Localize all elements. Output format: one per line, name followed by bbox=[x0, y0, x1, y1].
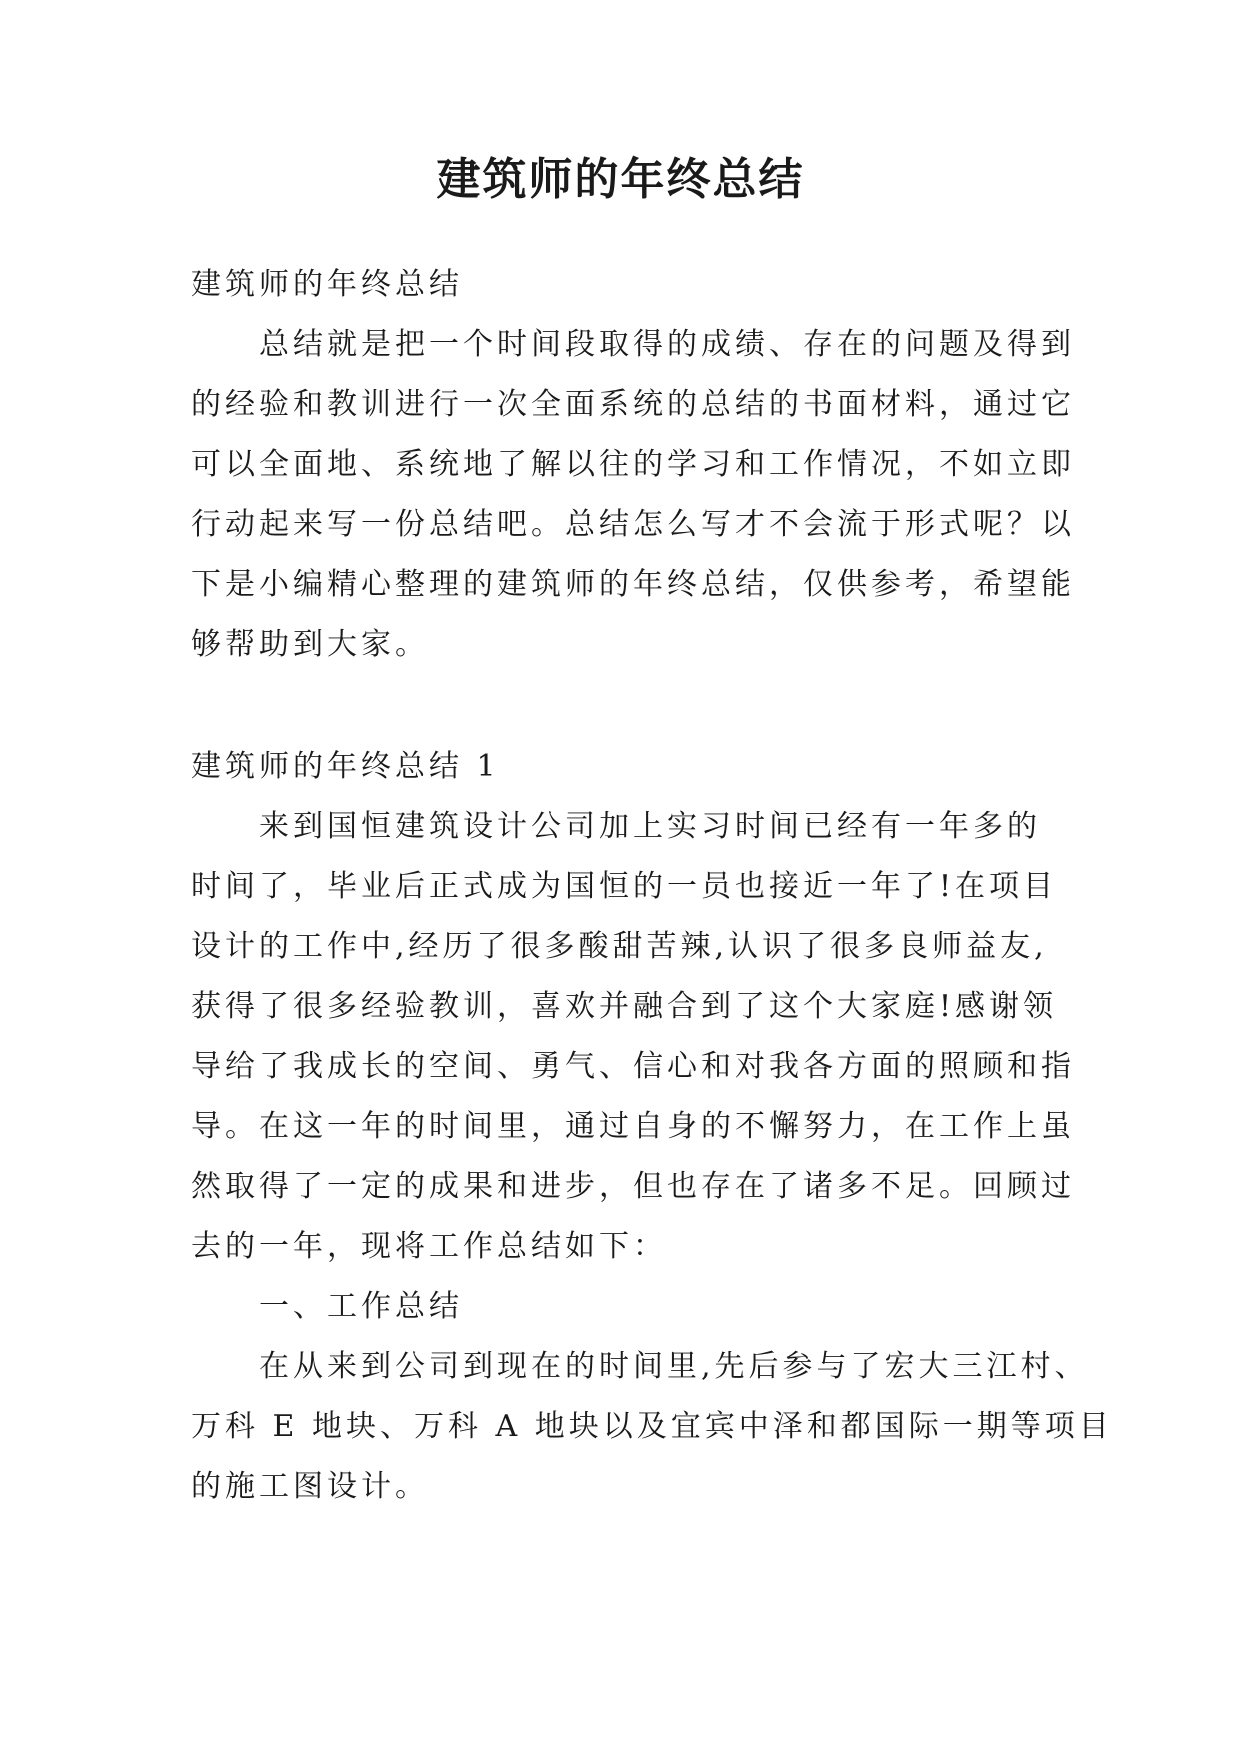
work-line: 万科 E 地块、万科 A 地块以及宜宾中泽和都国际一期等项目 bbox=[191, 1409, 1113, 1444]
subheading: 一、工作总结 bbox=[259, 1289, 463, 1324]
intro-line: 行动起来写一份总结吧。总结怎么写才不会流于形式呢？以 bbox=[191, 507, 1075, 542]
work-line: 的施工图设计。 bbox=[191, 1469, 429, 1504]
section-line: 去的一年，现将工作总结如下： bbox=[191, 1229, 667, 1264]
intro-line: 总结就是把一个时间段取得的成绩、存在的问题及得到 bbox=[259, 327, 1075, 362]
intro-line: 的经验和教训进行一次全面系统的总结的书面材料，通过它 bbox=[191, 387, 1075, 422]
intro-heading: 建筑师的年终总结 bbox=[191, 267, 463, 302]
section-line: 然取得了一定的成果和进步，但也存在了诸多不足。回顾过 bbox=[191, 1169, 1075, 1204]
section-line: 设计的工作中,经历了很多酸甜苦辣,认识了很多良师益友, bbox=[191, 929, 1048, 964]
intro-section bbox=[191, 255, 1075, 675]
section-line: 时间了，毕业后正式成为国恒的一员也接近一年了!在项目 bbox=[191, 869, 1058, 904]
section-line: 获得了很多经验教训，喜欢并融合到了这个大家庭!感谢领 bbox=[191, 989, 1058, 1024]
section-line: 导给了我成长的空间、勇气、信心和对我各方面的照顾和指 bbox=[191, 1049, 1075, 1084]
section-heading: 建筑师的年终总结 1 bbox=[191, 749, 500, 784]
section-1 bbox=[191, 737, 1113, 1517]
intro-line: 下是小编精心整理的建筑师的年终总结，仅供参考，希望能 bbox=[191, 567, 1075, 602]
document-title: 建筑师的年终总结 bbox=[436, 154, 805, 205]
work-line: 在从来到公司到现在的时间里,先后参与了宏大三江村、 bbox=[259, 1349, 1089, 1384]
section-line: 导。在这一年的时间里，通过自身的不懈努力，在工作上虽 bbox=[191, 1109, 1075, 1144]
intro-line: 可以全面地、系统地了解以往的学习和工作情况，不如立即 bbox=[191, 447, 1075, 482]
section-line: 来到国恒建筑设计公司加上实习时间已经有一年多的 bbox=[259, 809, 1041, 844]
intro-line: 够帮助到大家。 bbox=[191, 627, 429, 662]
